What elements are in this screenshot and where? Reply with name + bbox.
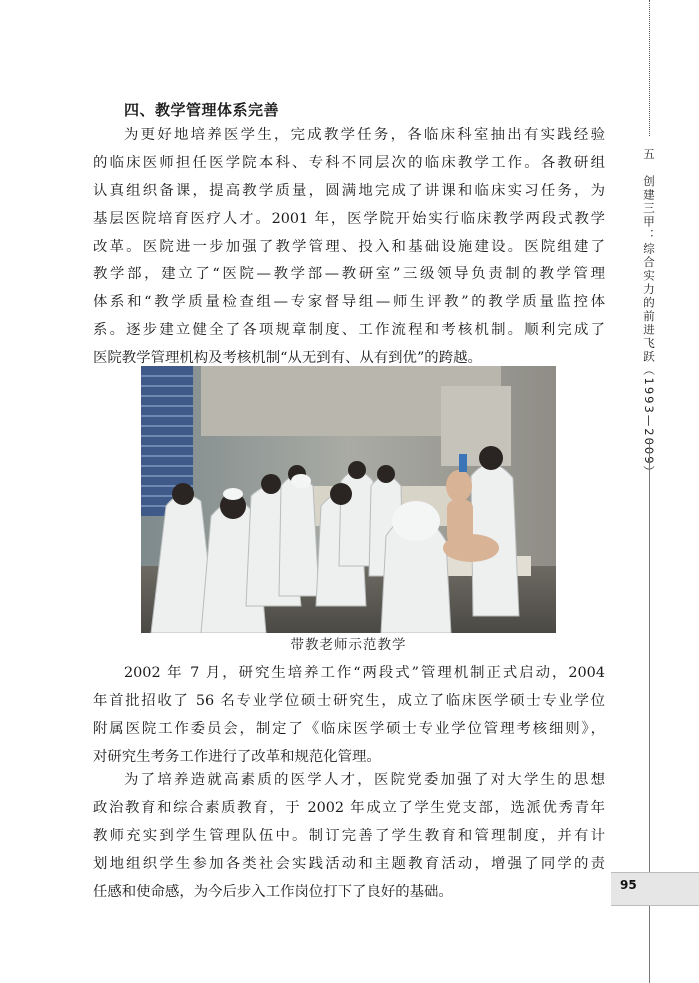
teaching-demonstration-photo <box>141 366 556 633</box>
text-line: 政治教育和综合素质教育，于 2002 年成立了学生党支部，选派优秀青年 <box>93 799 605 816</box>
text-line: 对研究生考务工作进行了改革和规范化管理。 <box>93 748 381 765</box>
text-line: 基层医院培育医疗人才。2001 年，医学院开始实行临床教学两段式教学 <box>93 210 605 227</box>
figure-caption: 带教老师示范教学 <box>290 637 407 653</box>
text-line: 任感和使命感，为今后步入工作岗位打下了良好的基础。 <box>93 883 453 900</box>
text-line: 为更好地培养医学生，完成教学任务，各临床科室抽出有实践经验 <box>124 127 605 143</box>
text-line: 2002 年 7 月，研究生培养工作“两段式”管理机制正式启动，2004 <box>124 665 605 681</box>
page-number: 95 <box>620 878 637 892</box>
text-line: 改革。医院进一步加强了教学管理、投入和基础设施建设。医院组建了 <box>93 238 605 255</box>
text-line: 医院教学管理机构及考核机制“从无到有、从有到优”的跨越。 <box>93 350 482 367</box>
paragraph-student-education <box>93 767 605 906</box>
text-line: 的临床医师担任医学院本科、专科不同层次的临床教学工作。各教研组 <box>93 154 605 171</box>
text-line: 年首批招收了 56 名专业学位硕士研究生，成立了临床医学硕士专业学位 <box>93 692 605 709</box>
section-heading: 四、教学管理体系完善 <box>124 101 280 119</box>
paragraph-graduate-training <box>93 660 605 772</box>
text-line: 附属医院工作委员会，制定了《临床医学硕士专业学位管理考核细则》， <box>93 720 605 737</box>
text-line: 体系和“教学质量检查组—专家督导组—师生评教”的教学质量监控体 <box>93 294 605 311</box>
text-line: 划地组织学生参加各类社会实践活动和主题教育活动，增强了同学的责 <box>93 855 605 872</box>
text-line: 系。逐步建立健全了各项规章制度、工作流程和考核机制。顺利完成了 <box>93 322 605 339</box>
text-line: 教师充实到学生管理队伍中。制订完善了学生教育和管理制度，并有计 <box>93 827 605 844</box>
sidebar-dotted-rule <box>649 0 650 136</box>
paragraph-teaching-management <box>93 122 605 373</box>
text-line: 为了培养造就高素质的医学人才，医院党委加强了对大学生的思想 <box>124 772 605 788</box>
text-line: 认真组织备课，提高教学质量，圆满地完成了讲课和临床实习任务，为 <box>93 182 605 199</box>
text-line: 教学部，建立了“医院—教学部—教研室”三级领导负责制的教学管理 <box>93 266 605 283</box>
running-chapter-title: 五 创建三甲：综合实力的前进飞跃（1993—2009） <box>642 148 656 480</box>
